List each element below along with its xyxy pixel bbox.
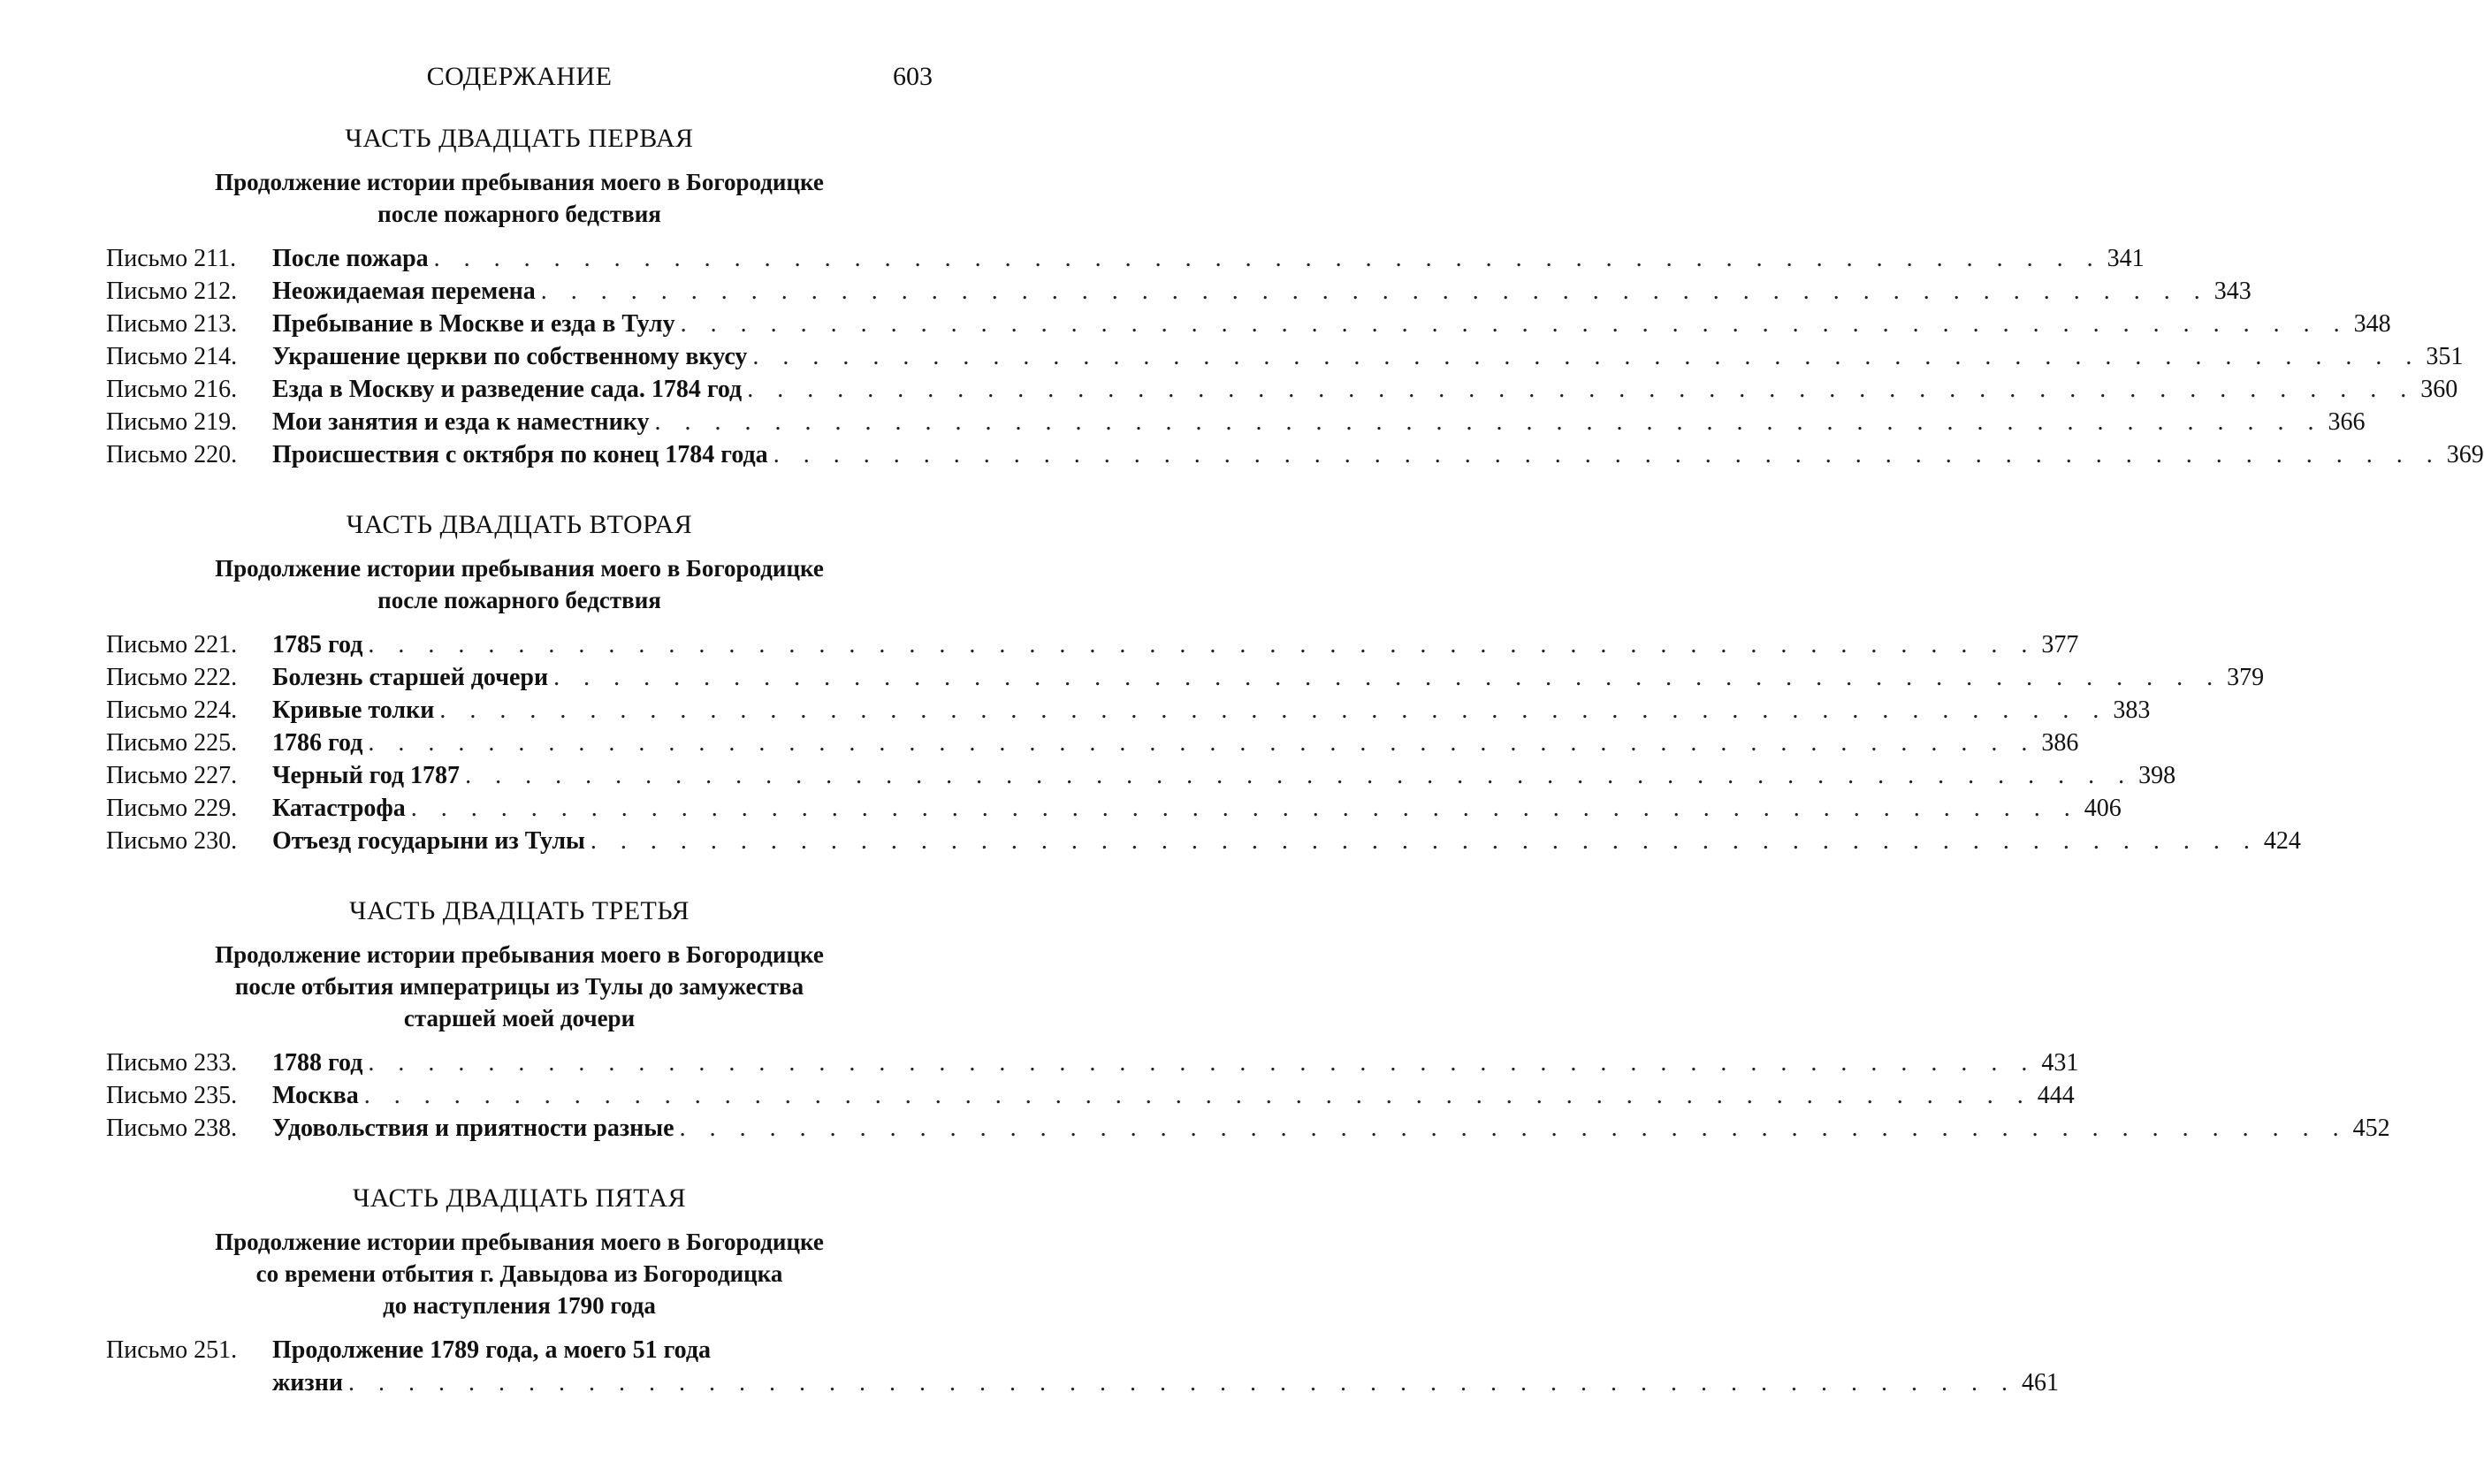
entry-title: Пребывание в Москве и езда в Тулу	[272, 310, 675, 338]
entry-letter-number: Письмо 233.	[106, 1049, 238, 1077]
part-subtitle: Продолжение истории пребывания моего в Богородицке после пожарного бедствия	[215, 169, 824, 227]
entry-title: Удовольствия и приятности разные	[272, 1115, 674, 1142]
entry-letter-number: Письмо 214.	[106, 343, 238, 370]
entry-title: 1788 год	[272, 1049, 363, 1077]
dot-leader	[348, 1366, 2016, 1399]
dot-leader	[439, 694, 2107, 727]
dot-leader	[773, 438, 2442, 471]
entry-page-number: 386	[2041, 729, 2079, 757]
entry-letter-number: Письмо 212.	[106, 278, 238, 305]
toc-entry[interactable]	[106, 275, 2252, 308]
entry-page-number: 351	[2426, 343, 2464, 370]
entry-letter-number: Письмо 251.	[106, 1336, 238, 1364]
entry-letter-number: Письмо 216.	[106, 376, 238, 403]
dot-leader	[411, 792, 2079, 825]
entry-title: Происшествия с октября по конец 1784 года	[272, 441, 768, 468]
entry-page-number: 341	[2107, 245, 2145, 272]
dot-leader	[680, 1112, 2348, 1145]
entry-page-number: 343	[2214, 278, 2252, 305]
toc-part	[106, 1183, 2059, 1399]
running-title: СОДЕРЖАНИЕ	[426, 62, 613, 91]
entry-page-number: 369	[2446, 441, 2484, 468]
entry-page-number: 348	[2353, 310, 2391, 338]
entry-letter-number: Письмо 211.	[106, 245, 237, 272]
dot-leader	[541, 275, 2209, 308]
entry-title: Неожидаемая перемена	[272, 278, 536, 305]
entry-letter-number: Письмо 222.	[106, 664, 238, 691]
entry-letter-number: Письмо 219.	[106, 408, 238, 436]
entry-letter-number: Письмо 230.	[106, 827, 238, 855]
entry-letter-number: Письмо 238.	[106, 1115, 238, 1142]
toc-entry[interactable]	[106, 1112, 2390, 1145]
part-title: ЧАСТЬ ДВАДЦАТЬ ПЕРВАЯ	[345, 124, 694, 153]
entry-page-number: 452	[2352, 1115, 2390, 1142]
entry-page-number: 431	[2041, 1049, 2079, 1077]
dot-leader	[465, 759, 2133, 792]
entry-title-continuation: жизни	[272, 1369, 343, 1396]
page-number: 603	[893, 62, 933, 91]
entry-title: Катастрофа	[272, 795, 406, 822]
toc-entry[interactable]	[106, 727, 2079, 759]
entry-title: Мои занятия и езда к наместнику	[272, 408, 650, 436]
toc-entry[interactable]	[106, 825, 2301, 857]
entry-title: После пожара	[272, 245, 429, 272]
toc-entry[interactable]	[106, 1334, 2059, 1399]
running-head	[106, 62, 933, 97]
entry-title: Езда в Москву и разведение сада. 1784 год	[272, 376, 743, 403]
dot-leader	[434, 242, 2102, 275]
entry-title: Москва	[272, 1082, 359, 1109]
entry-title: Черный год 1787	[272, 762, 461, 789]
toc-entry[interactable]	[106, 661, 2265, 694]
entry-page-number: 379	[2227, 664, 2265, 691]
entry-title: 1786 год	[272, 729, 363, 757]
part-subtitle: Продолжение истории пребывания моего в Богородицке со времени отбытия г. Давыдова из Богородицка до наступления 1790 года	[215, 1229, 824, 1319]
dot-leader	[747, 373, 2415, 406]
toc-entry[interactable]	[106, 242, 2145, 275]
entry-page-number: 377	[2041, 631, 2079, 658]
dot-leader	[655, 406, 2323, 438]
toc-entry[interactable]	[106, 792, 2122, 825]
toc-part	[106, 510, 2301, 857]
toc-entry[interactable]	[106, 1046, 2079, 1079]
entry-letter-number: Письмо 213.	[106, 310, 238, 338]
dot-leader	[591, 825, 2259, 857]
entry-letter-number: Письмо 221.	[106, 631, 238, 658]
entry-page-number: 424	[2263, 827, 2301, 855]
entry-title: Болезнь старшей дочери	[272, 664, 549, 691]
toc-entry[interactable]	[106, 438, 2484, 471]
entry-title: Продолжение 1789 года, а моего 51 года	[272, 1336, 712, 1364]
dot-leader	[553, 661, 2221, 694]
toc-entry[interactable]	[106, 373, 2458, 406]
entry-letter-number: Письмо 227.	[106, 762, 238, 789]
entry-page-number: 406	[2084, 795, 2122, 822]
entry-letter-number: Письмо 229.	[106, 795, 238, 822]
dot-leader	[368, 628, 2036, 661]
toc-entry[interactable]	[106, 1079, 2075, 1112]
entry-title: Кривые толки	[272, 696, 435, 724]
toc-entry[interactable]	[106, 340, 2464, 373]
entry-page-number: 461	[2021, 1369, 2059, 1396]
entry-letter-number: Письмо 225.	[106, 729, 238, 757]
entry-title: Украшение церкви по собственному вкусу	[272, 343, 748, 370]
part-title: ЧАСТЬ ДВАДЦАТЬ ПЯТАЯ	[352, 1183, 687, 1213]
entry-page-number: 360	[2420, 376, 2458, 403]
entry-page-number: 366	[2328, 408, 2366, 436]
entry-letter-number: Письмо 235.	[106, 1082, 238, 1109]
part-subtitle: Продолжение истории пребывания моего в Богородицке после отбытия императрицы из Тулы до замужества старшей моей дочери	[215, 941, 824, 1031]
dot-leader	[368, 727, 2036, 759]
part-title: ЧАСТЬ ДВАДЦАТЬ ТРЕТЬЯ	[349, 896, 690, 925]
entry-title: 1785 год	[272, 631, 363, 658]
entry-title: Отъезд государыни из Тулы	[272, 827, 585, 855]
dot-leader	[364, 1079, 2032, 1112]
entry-page-number: 398	[2138, 762, 2176, 789]
entry-letter-number: Письмо 220.	[106, 441, 238, 468]
entry-page-number: 383	[2113, 696, 2151, 724]
dot-leader	[752, 340, 2420, 373]
toc-entry[interactable]	[106, 628, 2079, 661]
toc-entry[interactable]	[106, 308, 2391, 340]
entry-letter-number: Письмо 224.	[106, 696, 238, 724]
toc-entry[interactable]	[106, 406, 2366, 438]
toc-entry[interactable]	[106, 694, 2151, 727]
dot-leader	[368, 1046, 2036, 1079]
toc-part	[106, 124, 2484, 471]
entry-page-number: 444	[2037, 1082, 2075, 1109]
table-of-contents	[106, 124, 2484, 1438]
dot-leader	[681, 308, 2349, 340]
part-subtitle: Продолжение истории пребывания моего в Богородицке после пожарного бедствия	[215, 555, 824, 613]
toc-part	[106, 896, 2390, 1145]
toc-entry[interactable]	[106, 759, 2176, 792]
part-title: ЧАСТЬ ДВАДЦАТЬ ВТОРАЯ	[346, 510, 693, 539]
